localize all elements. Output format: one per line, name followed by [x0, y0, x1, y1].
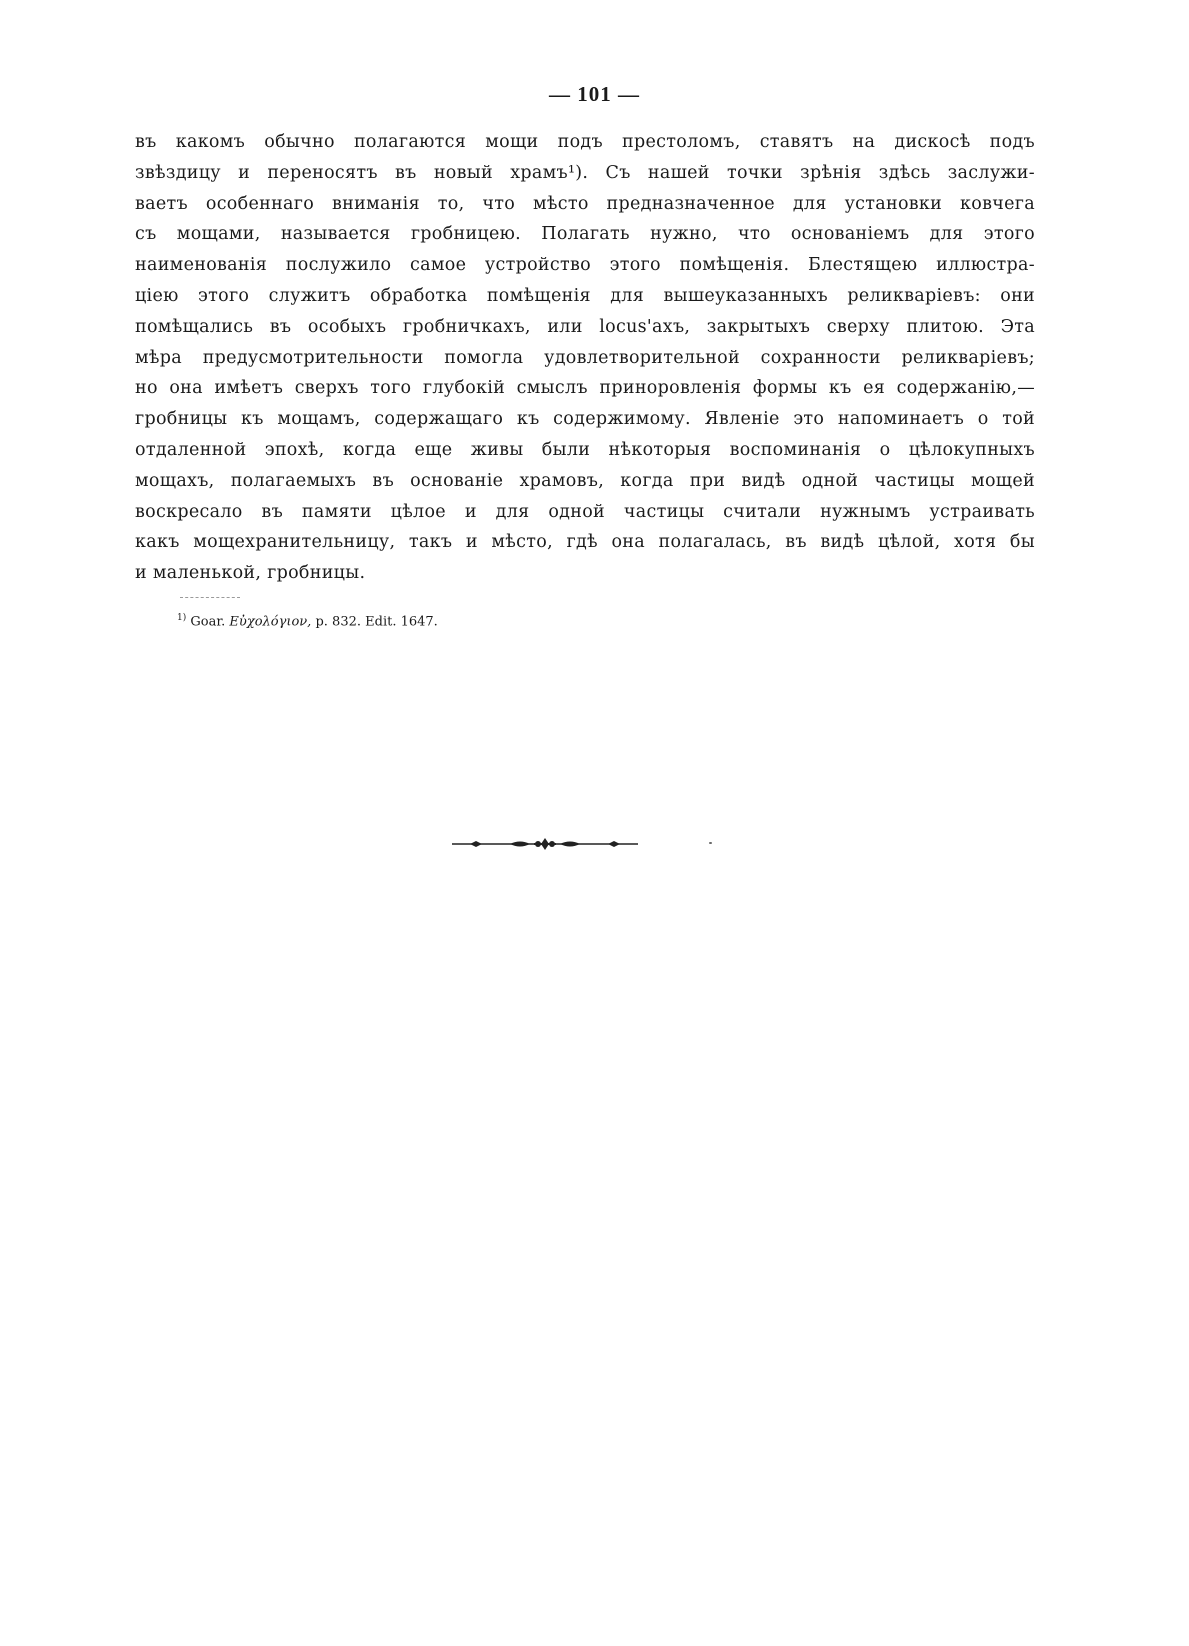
paragraph-line: въ какомъ обычно полагаются мощи подъ престоломъ, ставятъ на дискосѣ подъ: [135, 132, 1035, 152]
body-paragraph: [135, 127, 1035, 589]
paragraph-line: и маленькой, гробницы.: [135, 563, 366, 584]
paragraph-line: отдаленной эпохѣ, когда еще живы были нѣкоторыя воспоминанія о цѣлокупныхъ: [135, 439, 1035, 460]
paragraph-line: помѣщались въ особыхъ гробничкахъ, или locus'ахъ, закрытыхъ сверху плитою. Эта: [135, 316, 1035, 337]
footnote-marker: 1): [177, 613, 187, 623]
paragraph-line: мощахъ, полагаемыхъ въ основаніе храмовъ, когда при видѣ одной частицы мощей: [135, 470, 1035, 491]
footnote-edition: p. 832. Edit. 1647.: [315, 614, 438, 630]
paragraph-line: какъ мощехранительницу, такъ и мѣсто, гдѣ она полагалась, въ видѣ цѣлой, хотя бы: [135, 532, 1035, 553]
paragraph-line: воскресало въ памяти цѣлое и для одной частицы считали нужнымъ устраивать: [135, 501, 1035, 522]
paragraph-line: ваетъ особеннаго вниманія то, что мѣсто предназначенное для установки ковчега: [135, 193, 1035, 214]
paragraph-line: ціею этого служитъ обработка помѣщенія для вышеуказанныхъ реликваріевъ: они: [135, 285, 1035, 306]
paragraph-line: гробницы къ мощамъ, содержащаго къ содержимому. Явленіе это напоминаетъ о той: [135, 409, 1035, 430]
footnote-title: Εὐχολόγιον,: [229, 614, 312, 630]
paragraph-line: мѣра предусмотрительности помогла удовлетворительной сохранности реликваріевъ;: [135, 347, 1035, 368]
footnote-separator: [180, 597, 240, 598]
scan-speck: [709, 842, 712, 844]
paragraph-line: но она имѣетъ сверхъ того глубокій смыслъ приноровленія формы къ ея содержанію,—: [135, 378, 1035, 399]
footnote: [177, 613, 438, 629]
paragraph-line: наименованія послужило самое устройство этого помѣщенія. Блестящею иллюстра-: [135, 255, 1035, 276]
ornament-divider: [450, 836, 640, 852]
paragraph-line: съ мощами, называется гробницею. Полагать нужно, что основаніемъ для этого: [135, 224, 1035, 245]
paragraph-line: звѣздицу и переносятъ въ новый храмъ¹). Съ нашей точки зрѣнія здѣсь заслужи-: [135, 162, 1035, 183]
footnote-author: Goar.: [190, 614, 226, 630]
page-number: — 101 —: [549, 82, 640, 106]
